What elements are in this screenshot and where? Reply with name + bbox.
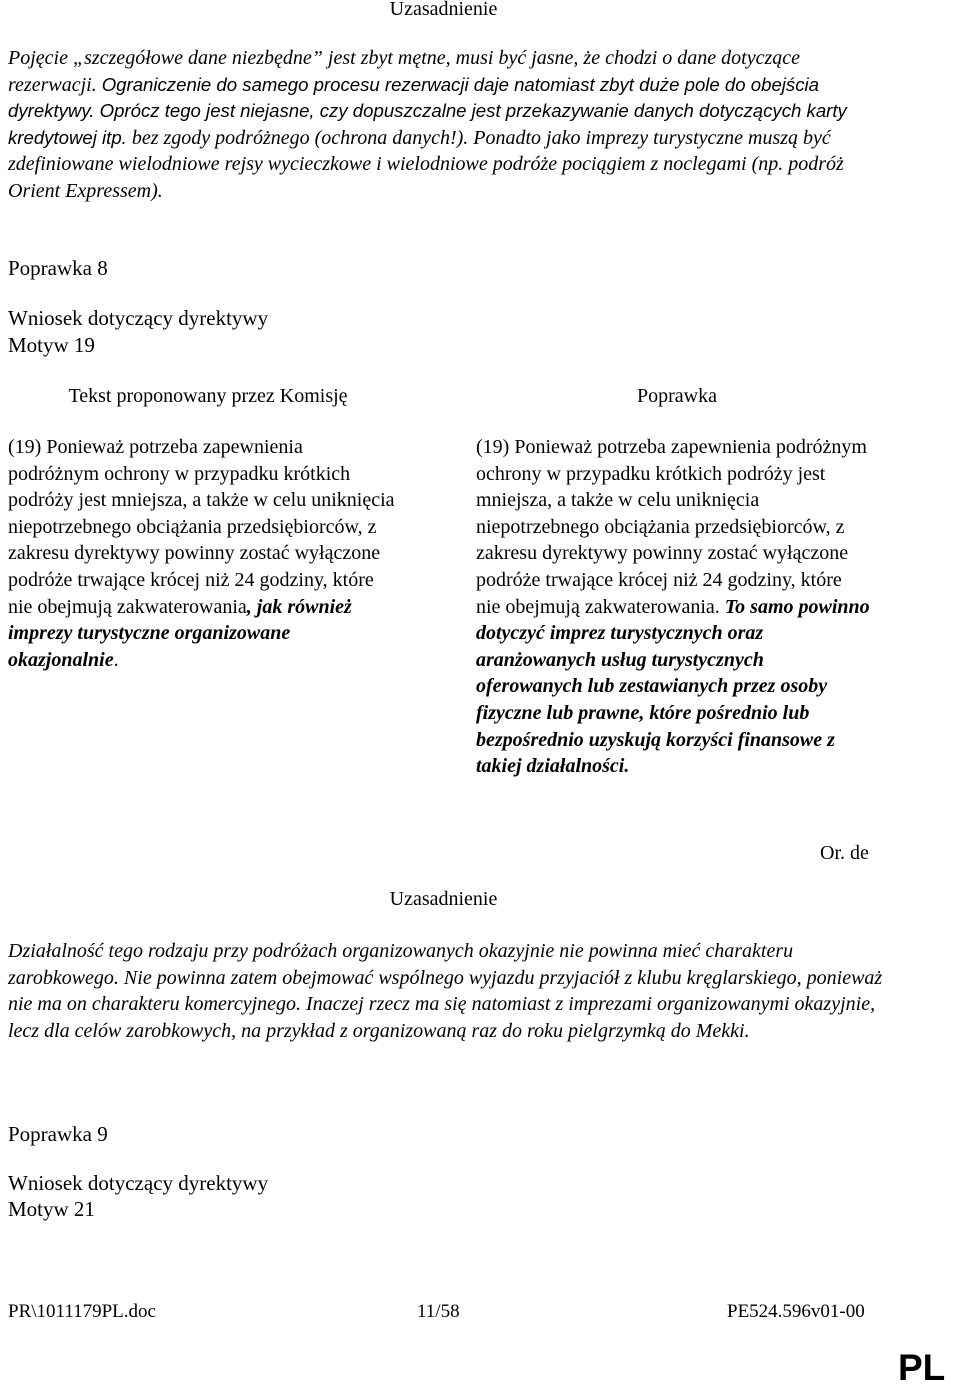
- footer-language: PL: [898, 1347, 946, 1388]
- justification-text-3: bez zgody podróżnego (ochrona danych!).: [126, 126, 474, 149]
- footer-pe-ref: PE524.596v01-00: [727, 1301, 865, 1322]
- justification-text-4: Ponadto jako imprezy turystyczne muszą być zdefiniowane wielodniowe rejsy wycieczkowe i wielodniowe podróże pociągiem z noclegami (np. podróż Orient Expressem).: [8, 126, 844, 202]
- amendment-subject: Wniosek dotyczący dyrektywy: [8, 306, 269, 330]
- amendment-title-2: Poprawka 9: [8, 1122, 108, 1146]
- amendment-text-added: To samo powinno dotyczyć imprez turystycznych oraz aranżowanych usług turystycznych oferowanych lub zestawianych przez osoby fizyczne lub prawne, które pośrednio lub bezpośrednio uzyskują korzyści finansowe z takiej działalności.: [476, 595, 870, 778]
- justification-heading-2: Uzasadnienie: [389, 888, 498, 910]
- justification-paragraph-2: Działalność tego rodzaju przy podróżach organizowanych okazyjnie nie powinna mieć charakteru zarobkowego. Nie powinna zatem obejmować wspólnego wyjazdu przyjaciół z klubu kręglarskiego, ponieważ nie ma on charakteru komercyjnego. Inaczej rzecz ma się natomiast z imprezami organizowanymi okazyjnie, lecz dla celów zarobkowych, na przykład z organizowaną raz do roku pielgrzymką do Mekki.: [8, 940, 883, 1042]
- justification-text-2: Ograniczenie do samego procesu rezerwacji daje natomiast zbyt duże pole do obejścia dyrektywy. Oprócz tego jest niejasne, czy dopuszczalne jest przekazywanie danych dotyczących karty kredytowej itp.: [8, 73, 847, 148]
- amendment-recital: Motyw 19: [8, 333, 95, 357]
- commission-text: (19) Ponieważ potrzeba zapewnienia podróżnym ochrony w przypadku krótkich podróży jest mniejsza, a także w celu uniknięcia niepotrzebnego obciążania przedsiębiorców, z zakresu dyrektywy powinny zostać wyłączone podróże trwające krócej niż 24 godziny, które nie obejmują zakwaterowania: [8, 436, 395, 618]
- commission-text-header: Tekst proponowany przez Komisję: [68, 385, 348, 407]
- original-language: Or. de: [820, 842, 869, 864]
- amendment-subject-2: Wniosek dotyczący dyrektywy: [8, 1171, 269, 1195]
- amendment-title: Poprawka 8: [8, 256, 108, 280]
- justification-heading: Uzasadnienie: [389, 0, 498, 20]
- commission-text-end: .: [113, 648, 119, 671]
- amendment-text-header: Poprawka: [637, 385, 717, 407]
- amendment-text: (19) Ponieważ potrzeba zapewnienia podróżnym ochrony w przypadku krótkich podróży jest mniejsza, a także w celu uniknięcia niepotrzebnego obciążania przedsiębiorców, z zakresu dyrektywy powinny zostać wyłączone podróże trwające krócej niż 24 godziny, które nie obejmują zakwaterowania.: [476, 436, 867, 618]
- footer-page-number: 11/58: [417, 1301, 460, 1322]
- amendment-recital-2: Motyw 21: [8, 1197, 95, 1221]
- amendment-text-column: [476, 434, 871, 780]
- justification-paragraph: [8, 45, 868, 204]
- commission-text-column: [8, 434, 398, 673]
- footer-doc-ref: PR\1011179PL.doc: [8, 1301, 156, 1322]
- justification-text-1: Pojęcie „szczegółowe dane niezbędne” jest zbyt mętne, musi być jasne, że chodzi o dane dotyczące rezerwacji.: [8, 47, 801, 96]
- commission-text-deleted: , jak również imprezy turystyczne organizowane okazjonalnie: [8, 595, 352, 671]
